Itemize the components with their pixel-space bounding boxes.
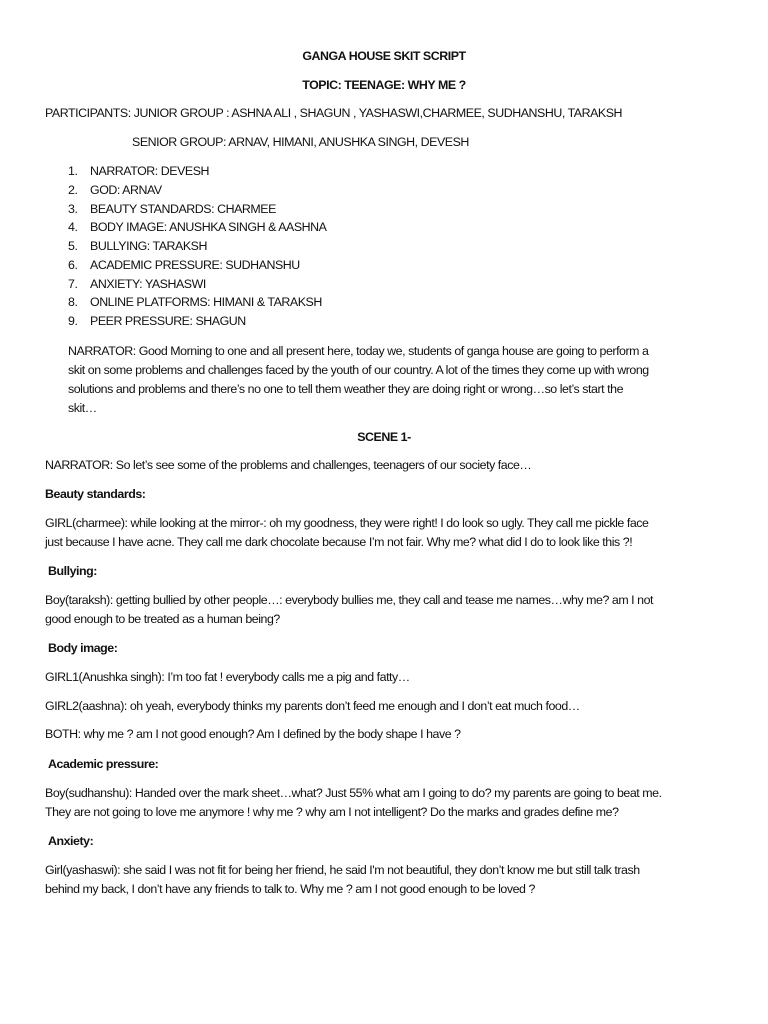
paragraph-line: skit… [68,401,97,415]
section-heading-bullying: Bullying: [48,564,97,578]
list-number: 5. [68,239,78,253]
paragraph-line: skit on some problems and challenges faced by the youth of our country. A lot of the times they come up with wrong [68,363,649,377]
dialogue-line: Boy(taraksh): getting bullied by other people…: everybody bullies me, they call and tease me names…why me? am I not [45,593,654,607]
section-heading-beauty: Beauty standards: [45,487,146,501]
dialogue-line: BOTH: why me ? am I not good enough? Am I defined by the body shape I have ? [45,727,461,741]
section-heading-body-image: Body image: [48,641,118,655]
list-number: 9. [68,314,78,328]
list-text: ACADEMIC PRESSURE: SUDHANSHU [90,258,300,272]
paragraph-line: NARRATOR: Good Morning to one and all present here, today we, students of ganga house are going to perform a [68,344,649,358]
list-text: NARRATOR: DEVESH [90,164,210,178]
dialogue-line: good enough to be treated as a human being? [45,612,280,626]
list-number: 1. [68,164,78,178]
document-title: GANGA HOUSE SKIT SCRIPT [302,49,466,63]
section-heading-academic: Academic pressure: [48,757,159,771]
scene-heading: SCENE 1- [357,430,411,444]
document-topic: TOPIC: TEENAGE: WHY ME ? [302,78,466,92]
list-text: BULLYING: TARAKSH [90,239,207,253]
dialogue-line: Boy(sudhanshu): Handed over the mark sheet…what? Just 55% what am I going to do? my parents are going to beat me. [45,786,662,800]
list-text: ANXIETY: YASHASWI [90,277,206,291]
dialogue-line: GIRL1(Anushka singh): I’m too fat ! everybody calls me a pig and fatty… [45,670,410,684]
list-text: BODY IMAGE: ANUSHKA SINGH & AASHNA [90,220,327,234]
dialogue-line: GIRL(charmee): while looking at the mirror-: oh my goodness, they were right! I do look so ugly. They call me pickle face [45,516,649,530]
list-number: 4. [68,220,78,234]
dialogue-line: just because I have acne. They call me dark chocolate because I’m not fair. Why me? what did I do to look like this ?! [45,535,633,549]
participants-junior: PARTICIPANTS: JUNIOR GROUP : ASHNA ALI , SHAGUN , YASHASWI,CHARMEE, SUDHANSHU, TARAKSH [45,106,623,120]
list-text: ONLINE PLATFORMS: HIMANI & TARAKSH [90,295,322,309]
narrator-line: NARRATOR: So let’s see some of the problems and challenges, teenagers of our society face… [45,458,532,472]
dialogue-line: Girl(yashaswi): she said I was not fit for being her friend, he said I'm not beautiful, they don’t know me but still talk trash [45,863,640,877]
list-number: 2. [68,183,78,197]
dialogue-line: GIRL2(aashna): oh yeah, everybody thinks my parents don’t feed me enough and I don’t eat much food… [45,699,580,713]
list-text: BEAUTY STANDARDS: CHARMEE [90,202,276,216]
dialogue-line: behind my back, I don’t have any friends to talk to. Why me ? am I not good enough to be loved ? [45,882,535,896]
section-heading-anxiety: Anxiety: [48,834,94,848]
list-number: 7. [68,277,78,291]
list-text: PEER PRESSURE: SHAGUN [90,314,246,328]
dialogue-line: They are not going to love me anymore ! why me ? why am I not intelligent? Do the marks and grades define me? [45,805,619,819]
list-number: 3. [68,202,78,216]
list-number: 8. [68,295,78,309]
participants-senior: SENIOR GROUP: ARNAV, HIMANI, ANUSHKA SINGH, DEVESH [132,135,469,149]
list-text: GOD: ARNAV [90,183,162,197]
list-number: 6. [68,258,78,272]
paragraph-line: solutions and problems and there’s no one to tell them weather they are doing right or wrong…so let’s start the [68,382,624,396]
